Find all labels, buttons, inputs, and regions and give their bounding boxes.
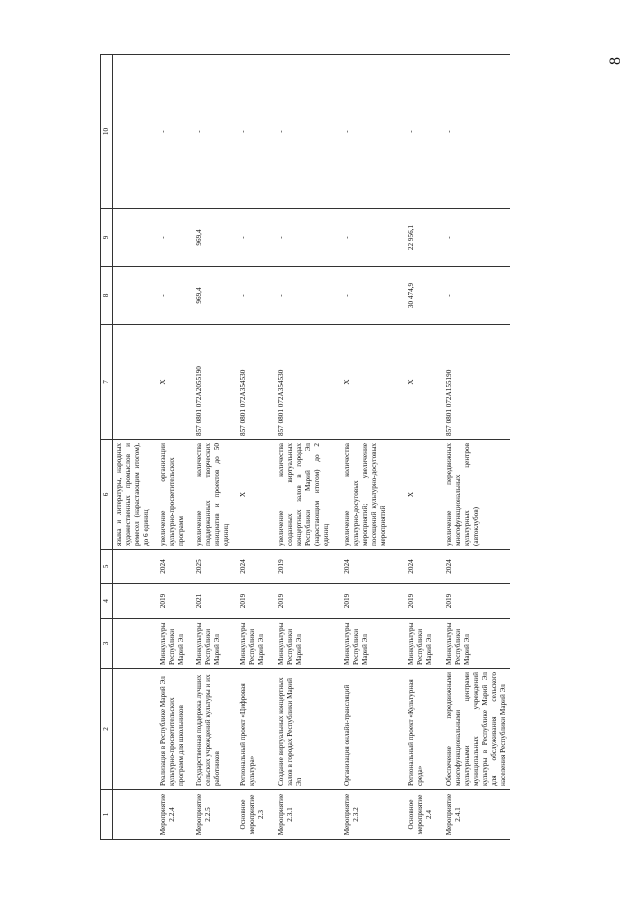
cell-value-10: - xyxy=(237,55,275,209)
column-header: 10 xyxy=(101,55,113,209)
cell-budget-code: 857 0801 072A354530 xyxy=(275,325,341,440)
table-row xyxy=(443,55,510,840)
cell-end-year: 2024 xyxy=(443,550,510,584)
cell-value-9: - xyxy=(443,209,510,267)
column-header: 7 xyxy=(101,325,113,440)
cell-value-10: - xyxy=(405,55,443,209)
cell-start-year: 2019 xyxy=(157,584,193,619)
cell-name: Региональный проект «Цифровая культура» xyxy=(237,669,275,790)
cell-executor: Минкультуры Республики Марий Эл xyxy=(341,619,405,669)
cell-id: Мероприятие 2.2.4 xyxy=(157,790,193,840)
cell-executor: Минкультуры Республики Марий Эл xyxy=(237,619,275,669)
cell-value-8: 30 474,9 xyxy=(405,267,443,325)
cell-result: увеличение организации культурно-просветительских программ xyxy=(157,440,193,550)
cell-executor: Минкультуры Республики Марий Эл xyxy=(193,619,237,669)
cell-result: Х xyxy=(405,440,443,550)
cell-end-year: 2024 xyxy=(341,550,405,584)
cell-end-year: 2024 xyxy=(405,550,443,584)
cell-start-year: 2019 xyxy=(275,584,341,619)
table-row xyxy=(193,55,237,840)
cell-id xyxy=(113,790,157,840)
cell-value-10: - xyxy=(443,55,510,209)
cell-budget-code: Х xyxy=(405,325,443,440)
cell-id: Мероприятие 2.4.1 xyxy=(443,790,510,840)
table-row xyxy=(157,55,193,840)
cell-result: увеличение количества созданных виртуальных концертных залов в городах Республики Марий Эл (нарастающим итогом) до 2 единиц xyxy=(275,440,341,550)
cell-end-year: 2019 xyxy=(275,550,341,584)
cell-end-year: 2024 xyxy=(237,550,275,584)
cell-name: Создание виртуальных концертных залов в городах Республики Марий Эл xyxy=(275,669,341,790)
cell-id: Мероприятие 2.2.5 xyxy=(193,790,237,840)
table-row xyxy=(237,55,275,840)
column-header: 6 xyxy=(101,440,113,550)
cell-id: Мероприятие 2.3.2 xyxy=(341,790,405,840)
cell-budget-code: 857 0801 072A155190 xyxy=(443,325,510,440)
column-header: 1 xyxy=(101,790,113,840)
cell-value-9: - xyxy=(341,209,405,267)
cell-value-8: - xyxy=(237,267,275,325)
cell-executor xyxy=(113,619,157,669)
cell-name: Региональный проект «Культурная среда» xyxy=(405,669,443,790)
cell-id: Мероприятие 2.3.1 xyxy=(275,790,341,840)
cell-executor: Минкультуры Республики Марий Эл xyxy=(275,619,341,669)
cell-budget-code: 857 0801 072A354530 xyxy=(237,325,275,440)
cell-id: Основное мероприятие 2.3 xyxy=(237,790,275,840)
table-row xyxy=(341,55,405,840)
cell-value-8: - xyxy=(275,267,341,325)
cell-value-9: - xyxy=(275,209,341,267)
cell-budget-code: Х xyxy=(157,325,193,440)
cell-value-9: - xyxy=(157,209,193,267)
header-row xyxy=(101,55,113,840)
cell-end-year: 2024 xyxy=(157,550,193,584)
cell-value-9 xyxy=(113,209,157,267)
table-row xyxy=(113,55,157,840)
cell-value-10: - xyxy=(275,55,341,209)
cell-value-8: - xyxy=(443,267,510,325)
cell-start-year: 2019 xyxy=(341,584,405,619)
cell-value-9: 969,4 xyxy=(193,209,237,267)
cell-value-8 xyxy=(113,267,157,325)
cell-executor: Минкультуры Республики Марий Эл xyxy=(443,619,510,669)
column-header: 9 xyxy=(101,209,113,267)
cell-result: увеличение количества поддержанных творческих инициатив и проектов до 50 единиц xyxy=(193,440,237,550)
cell-start-year: 2019 xyxy=(443,584,510,619)
cell-budget-code xyxy=(113,325,157,440)
cell-start-year: 2019 xyxy=(237,584,275,619)
cell-budget-code: 857 0801 072A2055190 xyxy=(193,325,237,440)
cell-executor: Минкультуры Республики Марий Эл xyxy=(405,619,443,669)
cell-name: Реализация в Республике Марий Эл культурно-просветительских программ для школьников xyxy=(157,669,193,790)
cell-end-year: 2025 xyxy=(193,550,237,584)
cell-name: Обеспечение передвижными многофункциональными культурными центрами муниципальных учреждений культуры в Республике Марий Эл для обслуживания сельского населения Республики Марий Эл xyxy=(443,669,510,790)
cell-value-10: - xyxy=(341,55,405,209)
cell-value-10 xyxy=(113,55,157,209)
cell-start-year xyxy=(113,584,157,619)
table-row xyxy=(275,55,341,840)
cell-value-8: 969,4 xyxy=(193,267,237,325)
cell-executor: Минкультуры Республики Марий Эл xyxy=(157,619,193,669)
page-number: 8 xyxy=(607,57,624,65)
cell-name: Организация онлайн-трансляций xyxy=(341,669,405,790)
column-header: 8 xyxy=(101,267,113,325)
cell-start-year: 2021 xyxy=(193,584,237,619)
cell-value-9: - xyxy=(237,209,275,267)
cell-end-year xyxy=(113,550,157,584)
cell-name: Государственная поддержка лучших сельских учреждений культуры и их работников xyxy=(193,669,237,790)
program-table xyxy=(100,54,510,840)
table-wrapper xyxy=(100,55,611,840)
column-header: 5 xyxy=(101,550,113,584)
cell-name xyxy=(113,669,157,790)
cell-budget-code: Х xyxy=(341,325,405,440)
column-header: 3 xyxy=(101,619,113,669)
cell-value-8: - xyxy=(341,267,405,325)
cell-result: Х xyxy=(237,440,275,550)
column-header: 2 xyxy=(101,669,113,790)
column-header: 4 xyxy=(101,584,113,619)
cell-value-9: 22 956,1 xyxy=(405,209,443,267)
cell-value-10: - xyxy=(193,55,237,209)
cell-value-8: - xyxy=(157,267,193,325)
cell-value-10: - xyxy=(157,55,193,209)
cell-result: увеличение количества культурно-досуговых мероприятий; увеличение посещений культурно-досуговых мероприятий xyxy=(341,440,405,550)
cell-id: Основное мероприятие 2.4 xyxy=(405,790,443,840)
table-row xyxy=(405,55,443,840)
cell-result: языка и литературы, народных художественных промыслов и ремесел (нарастающим итогом), до 6 единиц xyxy=(113,440,157,550)
cell-result: увеличение передвижных многофункциональных культурных центров (автоклубов) xyxy=(443,440,510,550)
cell-start-year: 2019 xyxy=(405,584,443,619)
